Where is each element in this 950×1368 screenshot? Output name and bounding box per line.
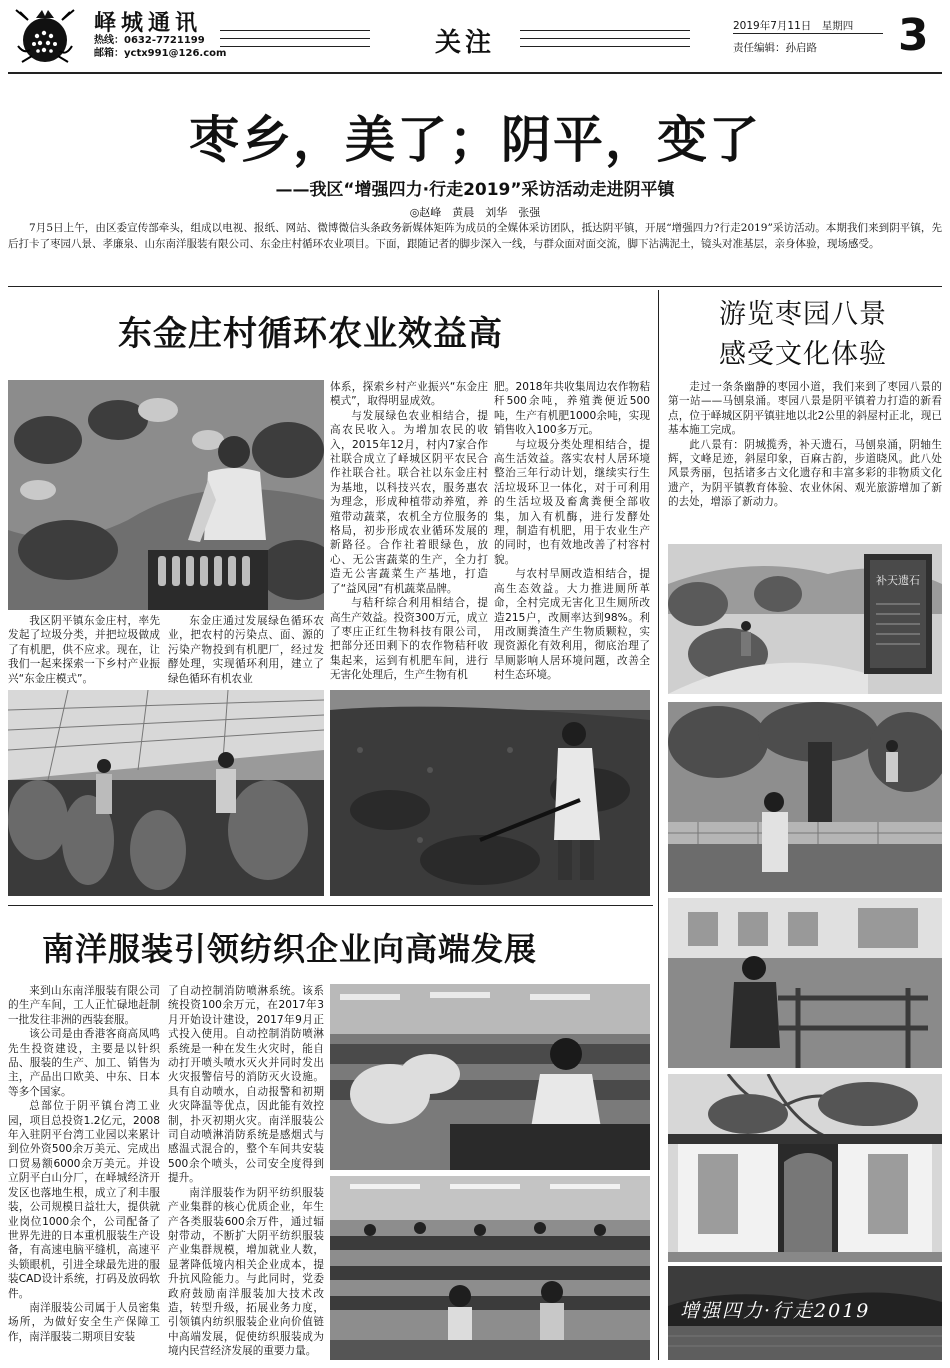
garden-article (668, 380, 942, 536)
section-rule (8, 905, 653, 906)
farm-col3-para: 与发展绿色农业相结合，提高农民收入。为增加农民的收入，2015年12月，村内7家合作社联合成立了峄城区阴平农民合作社联合社。联合社以东金庄村为基地，以科技兴农，服务惠农为理念，形成种植带动养殖，养殖带动蔬菜，农机全方位服务的格局，初步形成农业循环发展的新路径。合作社着眼绿色，放心、无公害蔬菜的生产，全力打造无公害蔬菜生产基地，打造了“益风园”有机蔬菜品牌。 (330, 409, 488, 595)
farm-col1-para: 我区阴平镇东金庄村，率先发起了垃圾分类，并把垃圾做成了有机肥，供不应求。现在，让我们一起来探索一下乡村产业振兴“东金庄模式”。 (8, 615, 160, 685)
section-rule (8, 286, 942, 287)
garment-col1-para: 来到山东南洋服装有限公司的生产车间，工人正忙碌地赶制一批发往非洲的西装套服。 (8, 985, 160, 1026)
intro-paragraph: 7月5日上午，由区委宣传部牵头，组成以电视、报纸、网站、微博微信头条政务新媒体矩阵为成员的全媒体采访团队，抵达阴平镇，开展“增强四力?行走2019”采访活动。本期我们来到阴平镇，先后打卡了枣园八景、孝廉泉、山东南洋服装有限公司、东金庄村循环农业项目。下面，跟随记者的脚步深入一线，与群众面对面交流，脚下沾满泥土，镜头对准基层，亲身体验，现场感受。 (8, 222, 942, 250)
masthead-divider (520, 38, 690, 39)
garment-col1-para: 该公司是由香港客商高凤鸣先生投资建设，主要是以针织品、服装的生产、加工、销售为主，产品出口欧美、中东、日本等多个国家。 (8, 1028, 160, 1098)
farm-col4-para: 肥。2018年共收集周边农作物秸秆500余吨，养殖粪便近500吨，生产有机肥1000余吨，实现销售收入100多万元。 (494, 381, 650, 437)
farm-col4-para: 与农村旱厕改造相结合，提高生态效益。大力推进厕所革命，全村完成无害化卫生厕所改造215户，改厕率达到98%。利用改厕粪渣生产生物质颗粒，实现资源化有效利用，彻底治理了旱厕影响人居环境问题，改善全村生态环境。 (494, 568, 650, 682)
email-address: yctx991@126.com (124, 48, 227, 59)
photo-garment-production-line (330, 1176, 650, 1360)
garment-col1-para: 南洋服装公司属于人员密集场所，为做好安全生产保障工作，南洋服装二期项目安装 (8, 1301, 160, 1343)
column-divider (658, 290, 659, 1360)
email-label: 邮箱： (94, 48, 124, 59)
masthead-divider (220, 38, 370, 39)
garment-column-1 (8, 984, 160, 1364)
photo-stele-garden-path (668, 544, 942, 694)
masthead-contact (94, 34, 226, 60)
farm-column-4 (494, 380, 650, 686)
sub-headline: ——我区“增强四力·行走2019”采访活动走进阴平镇 (275, 180, 675, 200)
masthead-divider (220, 46, 370, 47)
editor-credit (733, 40, 817, 55)
farm-column-1 (8, 614, 160, 686)
hotline-number: 0632-7721199 (124, 35, 205, 46)
masthead-divider (520, 30, 690, 31)
photo-woman-harvesting-vegetables (8, 380, 324, 610)
photo-sewing-workshop (330, 984, 650, 1170)
issue-date: 2019年7月11日 星期四 (733, 20, 854, 32)
photo-visitors-photographing-tree (668, 702, 942, 892)
farm-col4-para: 与垃圾分类处理相结合，提高生活效益。落实农村人居环境整治三年行动计划，继续实行生活垃圾环卫一体化，对于可利用的生活垃圾及畜禽粪便全部收集，加入有机酶，进行发酵处理，制造有机肥，用于农业生产的同时，也有效地改善了村容村貌。 (494, 438, 650, 566)
garment-column-2 (168, 984, 324, 1364)
garden-para: 走过一条条幽静的枣园小道，我们来到了枣园八景的第一站——马刨泉涌。枣园八景是阴平镇着力打造的新看点，位于峄城区阴平镇驻地以北2公里的斜屋村正北，现已基本施工完成。 (668, 381, 942, 437)
farm-section-title: 东金庄村循环农业效益高 (118, 314, 503, 354)
garden-para: 此八景有：阴城揽秀，补天遗石，马刨泉涌，阴轴生辉，文峰足迹，斜屋印象，百麻古韵，步道晓风。此八处风景秀丽，包括诸多古文化遗存和丰富多彩的非物质文化遗产，为阴平镇教育体验、农业休闲、观光旅游增加了新的去处，增添了新动力。 (668, 438, 942, 509)
main-headline: 枣乡，美了；阴平，变了 (189, 111, 761, 169)
page-number: 3 (898, 10, 929, 61)
masthead-divider (220, 30, 370, 31)
date-underline (733, 33, 883, 34)
garment-col2-para: 南洋服装作为阴平纺织服装产业集群的核心优质企业，年生产各类服装600余万件，通过辐射带动，不断扩大阴平纺织服装产业集群规模，增加就业人数，显著降低境内相关企业成本，提升抗风险能力。与此同时，党委政府鼓励南洋服装加大技术改造，转型升级，拓展业务力度，引领镇内纺织服装企业向价值链中高端发展，促使纺织服装成为境内民营经济发展的重要力量。 (168, 1186, 324, 1358)
farm-column-3 (330, 380, 488, 686)
photo-lake-banner (668, 1266, 942, 1360)
byline: ◎赵峰 黄晨 刘华 张强 (409, 206, 541, 219)
newspaper-name: 峄城通讯 (94, 10, 203, 36)
header-rule (8, 72, 942, 74)
section-label: 关注 (435, 28, 496, 58)
photo-greenhouse-inspection (8, 690, 324, 896)
garden-title-line1: 游览枣园八景 (719, 299, 887, 330)
farm-col2-para: 东金庄通过发展绿色循环农业，把农村的污染点、面、源的污染产物投到有机肥厂，经过发酵处理，实现循环利用，建立了绿色循环有机农业 (168, 615, 324, 685)
photo-courtyard-gate (668, 1074, 942, 1262)
farm-col3-para: 与秸秆综合利用相结合，提高生产效益。投资300万元，成立了枣庄正红生物科技有限公司，把部分还田剩下的农作物秸秆收集起来，运到有机肥车间，进行无害化处理后，生产生物有机 (330, 597, 488, 682)
farm-column-2 (168, 614, 324, 686)
stele-inscription: 补天遗石 (876, 574, 920, 587)
photo-organic-fertilizer-pile (330, 690, 650, 896)
newspaper-logo-pomegranate-icon (12, 6, 78, 68)
farm-col3-para: 体系，探索乡村产业振兴“东金庄模式”，取得明显成效。 (330, 381, 488, 408)
editor-label: 责任编辑： (733, 42, 786, 54)
garment-col2-para: 了自动控制消防喷淋系统。该系统投资100余万元，在2017年3月开始设计建设，2017年9月正式投入使用。自动控制消防喷淋系统是一种在发生火灾时，能自动打开喷头喷水灭火并同时发出火灾报警信号的消防灭火设施。具有自动喷水，自动报警和初期火灾降温等优点，因此能有效控制，扑灭初期火灾。南洋服装公司自动喷淋消防系统是感烟式与感温式混合的，整个车间共安装500余个喷头，公司安全度得到提升。 (168, 985, 324, 1185)
garment-section-title: 南洋服装引领纺织企业向高端发展 (42, 930, 538, 968)
garden-section-title (668, 295, 938, 375)
garment-col1-para: 总部位于阴平镇台湾工业园，项目总投资1.2亿元，2008年入驻阴平台湾工业园以来累计到位外资500余万美元、完成出口贸易额6000余万美元。并设立阴平白山分厂，在峄城经济开发区也落地生根，成立了利丰服装，公司规模日益壮大，提供就业岗位1000余个，公司配备了世界先进的日本重机服装生产设备，有高速电脑平缝机，高速平头锁眼机，引进全球最先进的服装CAD设计系统，打码及放码软件。 (8, 1100, 160, 1300)
banner-slogan: 增强四力·行走2019 (680, 1300, 871, 1322)
garden-title-line2: 感受文化体验 (719, 339, 887, 370)
editor-name: 孙启路 (785, 42, 817, 54)
hotline-label: 热线： (94, 35, 124, 46)
masthead-divider (520, 46, 690, 47)
photo-woman-weaving-loom (668, 898, 942, 1068)
